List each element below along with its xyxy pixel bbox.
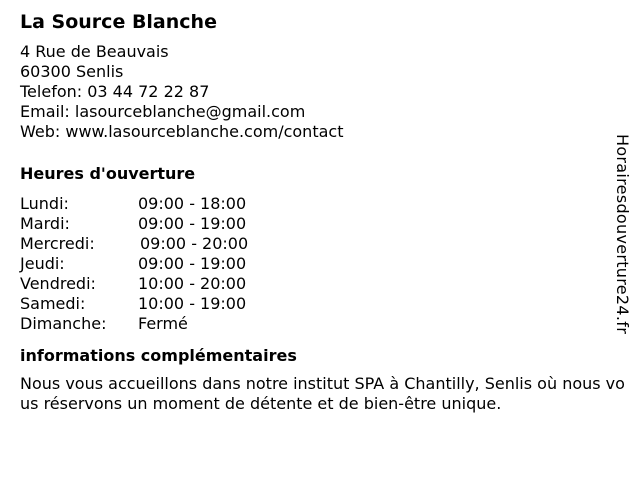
- address-line-2: 60300 Senlis: [20, 62, 124, 81]
- hours-row-sunday: [20, 314, 600, 334]
- phone-line: Telefon: 03 44 72 22 87: [20, 82, 210, 101]
- time-value: 10:00 - 20:00: [138, 274, 247, 293]
- address-line-1: 4 Rue de Beauvais: [20, 42, 169, 61]
- additional-info-heading: informations complémentaires: [20, 346, 297, 365]
- additional-info-text: Nous vous accueillons dans notre institut SPA à Chantilly, Senlis où nous vous réservons un moment de détente et de bien-être unique.: [20, 374, 625, 413]
- time-value: 10:00 - 19:00: [138, 294, 247, 313]
- day-label: Samedi:: [20, 294, 86, 313]
- hours-row-saturday: [20, 294, 600, 314]
- email-line: Email: lasourceblanche@gmail.com: [20, 102, 306, 121]
- day-label: Vendredi:: [20, 274, 96, 293]
- day-label: Mardi:: [20, 214, 70, 233]
- time-value: 09:00 - 19:00: [138, 254, 247, 273]
- web-line: Web: www.lasourceblanche.com/contact: [20, 122, 344, 141]
- hours-row-tuesday: [20, 214, 600, 234]
- hours-row-monday: [20, 194, 600, 214]
- site-credit-vertical: Horairesdouverture24.fr: [613, 134, 632, 335]
- business-name: La Source Blanche: [20, 11, 217, 33]
- time-value: 09:00 - 20:00: [140, 234, 249, 253]
- day-label: Jeudi:: [20, 254, 65, 273]
- time-value: 09:00 - 18:00: [138, 194, 247, 213]
- hours-row-wednesday: [20, 234, 600, 254]
- time-value: 09:00 - 19:00: [138, 214, 247, 233]
- hours-row-thursday: [20, 254, 600, 274]
- day-label: Dimanche:: [20, 314, 107, 333]
- time-value: Fermé: [138, 314, 188, 333]
- day-label: Mercredi:: [20, 234, 95, 253]
- opening-hours-heading: Heures d'ouverture: [20, 164, 196, 183]
- opening-hours-table: [20, 194, 600, 334]
- hours-row-friday: [20, 274, 600, 294]
- day-label: Lundi:: [20, 194, 69, 213]
